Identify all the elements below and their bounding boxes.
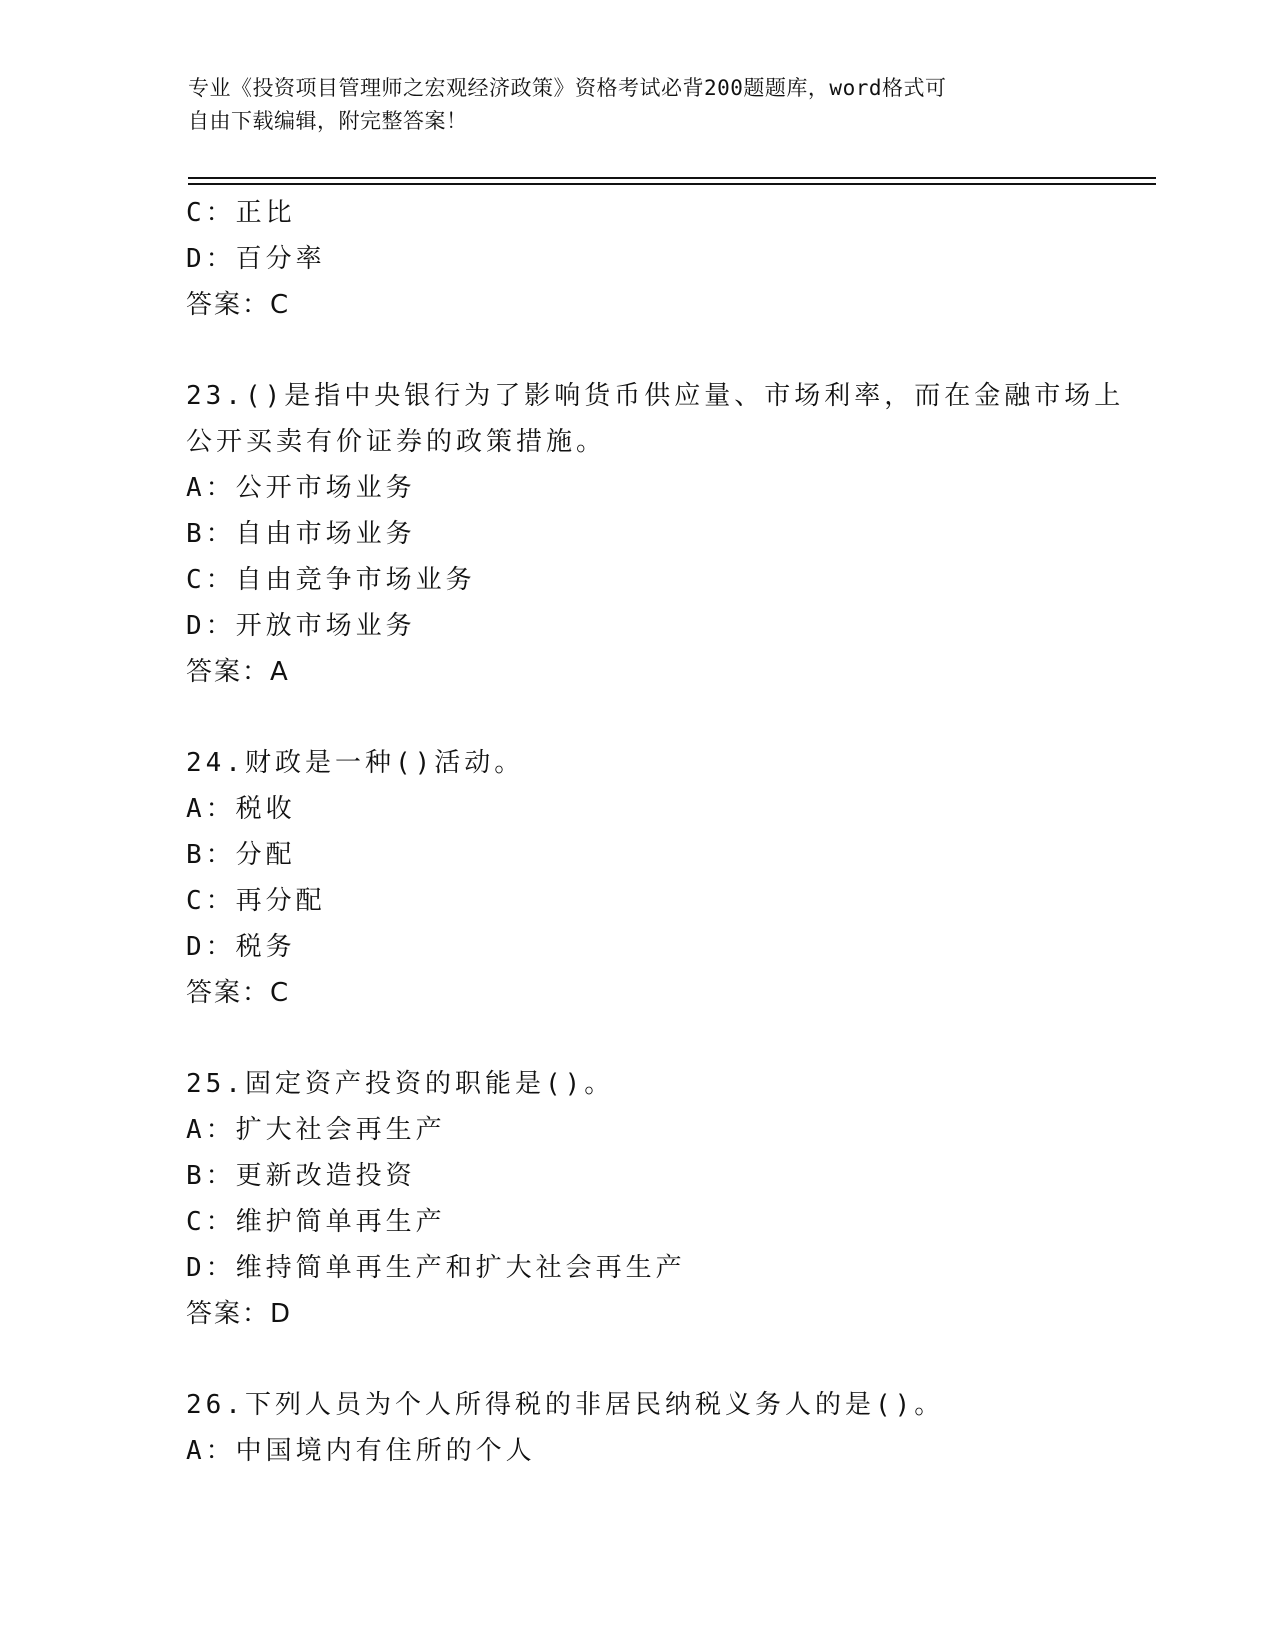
question-stem: 26.下列人员为个人所得税的非居民纳税义务人的是()。 bbox=[186, 1390, 945, 1420]
question-block-25 bbox=[186, 1061, 1146, 1337]
question-stem-cont: 公开买卖有价证券的政策措施。 bbox=[186, 427, 607, 457]
question-block-prev bbox=[186, 190, 1146, 328]
option-c: C：自由竞争市场业务 bbox=[186, 565, 476, 595]
option-a: A：中国境内有住所的个人 bbox=[186, 1436, 536, 1466]
option-d: D：税务 bbox=[186, 932, 296, 962]
answer-line: 答案：C bbox=[186, 290, 291, 320]
option-a: A：税收 bbox=[186, 794, 296, 824]
option-d: D：开放市场业务 bbox=[186, 611, 416, 641]
option-c: C：再分配 bbox=[186, 886, 326, 916]
option-b: B：分配 bbox=[186, 840, 296, 870]
option-c: C：维护简单再生产 bbox=[186, 1207, 446, 1237]
question-stem: 25.固定资产投资的职能是()。 bbox=[186, 1069, 615, 1099]
option-a: A：扩大社会再生产 bbox=[186, 1115, 446, 1145]
option-d: D：百分率 bbox=[186, 244, 326, 274]
question-block-24 bbox=[186, 740, 1146, 1016]
question-stem: 23.()是指中央银行为了影响货币供应量、市场利率，而在金融市场上 bbox=[186, 381, 1125, 411]
header-rule-bottom bbox=[188, 183, 1156, 185]
header-line-1: 专业《投资项目管理师之宏观经济政策》资格考试必背200题题库，word格式可 bbox=[188, 76, 947, 100]
answer-line: 答案：D bbox=[186, 1299, 293, 1329]
question-stem: 24.财政是一种()活动。 bbox=[186, 748, 525, 778]
document-header bbox=[188, 72, 1068, 138]
header-rule-top bbox=[188, 177, 1156, 179]
option-b: B：更新改造投资 bbox=[186, 1161, 416, 1191]
question-block-26 bbox=[186, 1382, 1146, 1474]
question-block-23 bbox=[186, 373, 1146, 695]
option-c: C：正比 bbox=[186, 198, 296, 228]
answer-line: 答案：A bbox=[186, 657, 290, 687]
question-list bbox=[186, 190, 1146, 1474]
option-b: B：自由市场业务 bbox=[186, 519, 416, 549]
option-d: D：维持简单再生产和扩大社会再生产 bbox=[186, 1253, 686, 1283]
answer-line: 答案：C bbox=[186, 978, 291, 1008]
option-a: A：公开市场业务 bbox=[186, 473, 416, 503]
header-line-2: 自由下载编辑，附完整答案！ bbox=[188, 109, 468, 133]
